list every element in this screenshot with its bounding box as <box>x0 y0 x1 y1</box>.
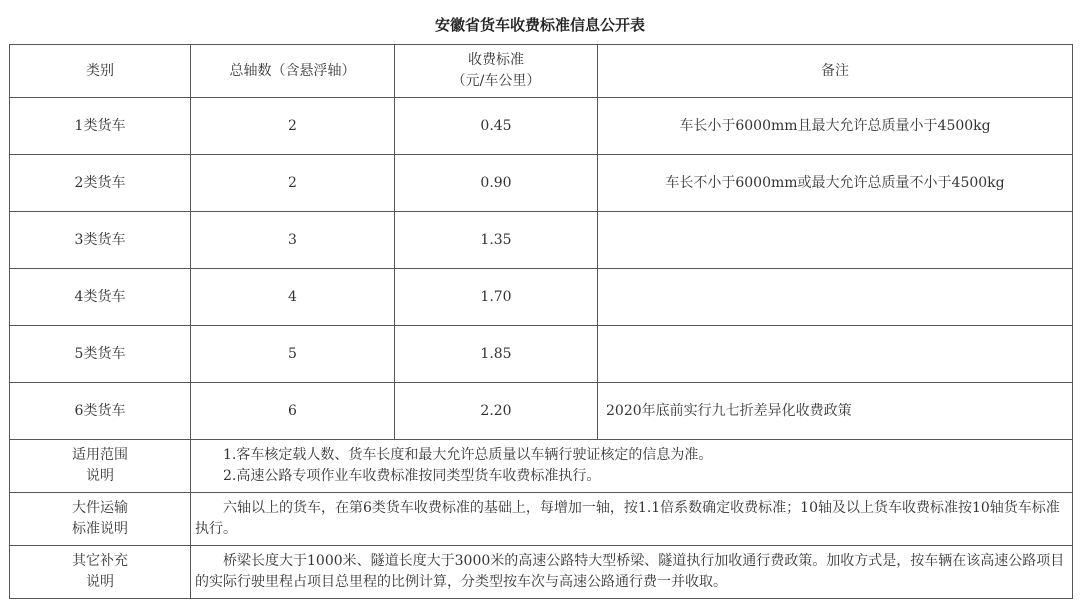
table-row <box>10 326 1073 383</box>
header-rate-line1: 收费标准 <box>468 52 524 68</box>
other-text <box>191 546 1073 599</box>
scope-label-line1: 适用范围 <box>72 447 128 463</box>
other-label <box>10 546 191 599</box>
header-rate-line2: （元/车公里） <box>451 73 541 89</box>
cell-axles: 6 <box>191 383 395 440</box>
scope-text <box>191 440 1073 493</box>
cell-rate: 1.85 <box>395 326 598 383</box>
table-row <box>10 383 1073 440</box>
cell-category: 3类货车 <box>10 212 191 269</box>
header-row <box>10 45 1073 98</box>
page-title: 安徽省货车收费标准信息公开表 <box>434 16 645 34</box>
scope-text-line1: 1.客车核定载人数、货车长度和最大允许总质量以车辆行驶证核定的信息为准。 <box>223 447 713 463</box>
fee-table <box>9 44 1073 599</box>
table-row <box>10 212 1073 269</box>
cell-rate: 0.45 <box>395 98 598 155</box>
other-row <box>10 546 1073 599</box>
table-row <box>10 269 1073 326</box>
large-label <box>10 493 191 546</box>
large-label-line2: 标准说明 <box>72 521 128 537</box>
cell-category: 6类货车 <box>10 383 191 440</box>
cell-note <box>598 326 1073 383</box>
cell-rate: 2.20 <box>395 383 598 440</box>
scope-row <box>10 440 1073 493</box>
cell-category: 4类货车 <box>10 269 191 326</box>
large-text-body: 六轴以上的货车，在第6类货车收费标准的基础上，每增加一轴，按1.1倍系数确定收费标准；10轴及以上货车收费标准按10轴货车标准执行。 <box>195 500 1060 537</box>
cell-rate: 1.35 <box>395 212 598 269</box>
header-rate <box>395 45 598 98</box>
cell-category: 2类货车 <box>10 155 191 212</box>
cell-note <box>598 212 1073 269</box>
cell-category: 5类货车 <box>10 326 191 383</box>
cell-note: 车长小于6000mm且最大允许总质量小于4500kg <box>598 98 1073 155</box>
cell-axles: 5 <box>191 326 395 383</box>
table-row <box>10 155 1073 212</box>
scope-text-line2: 2.高速公路专项作业车收费标准按同类型货车收费标准执行。 <box>223 468 601 484</box>
other-label-line2: 说明 <box>86 574 114 590</box>
header-axles: 总轴数（含悬浮轴） <box>191 45 395 98</box>
header-note: 备注 <box>598 45 1073 98</box>
cell-axles: 4 <box>191 269 395 326</box>
other-label-line1: 其它补充 <box>72 553 128 569</box>
cell-category: 1类货车 <box>10 98 191 155</box>
cell-axles: 3 <box>191 212 395 269</box>
scope-label <box>10 440 191 493</box>
cell-note <box>598 269 1073 326</box>
other-text-body: 桥梁长度大于1000米、隧道长度大于3000米的高速公路特大型桥梁、隧道执行加收通行费政策。加收方式是，按车辆在该高速公路项目的实际行驶里程占项目总里程的比例计算，分类型按车次与高速公路通行费一并收取。 <box>195 553 1065 590</box>
cell-axles: 2 <box>191 98 395 155</box>
cell-note: 2020年底前实行九七折差异化收费政策 <box>598 383 1073 440</box>
large-text <box>191 493 1073 546</box>
scope-label-line2: 说明 <box>86 468 114 484</box>
cell-axles: 2 <box>191 155 395 212</box>
cell-rate: 0.90 <box>395 155 598 212</box>
cell-rate: 1.70 <box>395 269 598 326</box>
large-label-line1: 大件运输 <box>72 500 128 516</box>
large-transport-row <box>10 493 1073 546</box>
header-category: 类别 <box>10 45 191 98</box>
table-row <box>10 98 1073 155</box>
cell-note: 车长不小于6000mm或最大允许总质量不小于4500kg <box>598 155 1073 212</box>
